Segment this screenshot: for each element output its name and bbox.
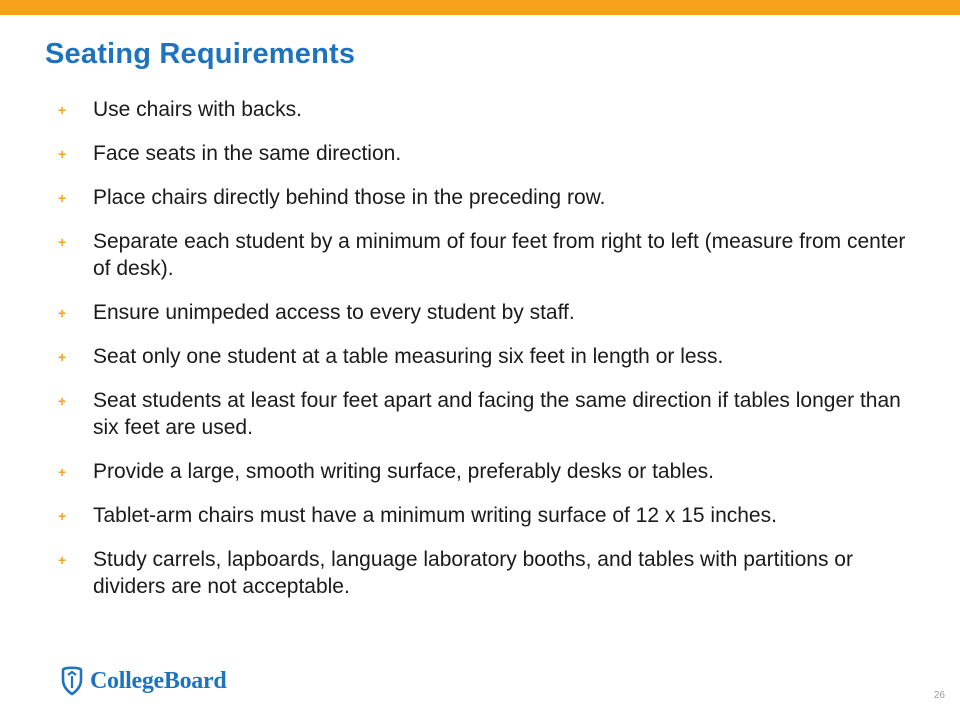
bullet-text: Separate each student by a minimum of four feet from right to left (measure from center of desk). bbox=[93, 230, 906, 280]
bullet-text: Ensure unimpeded access to every student by staff. bbox=[93, 301, 575, 324]
bullet-item bbox=[58, 387, 918, 441]
collegeboard-logo[interactable] bbox=[60, 666, 226, 696]
bullet-text: Seat students at least four feet apart and facing the same direction if tables longer than six feet are used. bbox=[93, 389, 901, 439]
plus-icon: + bbox=[58, 393, 67, 409]
bullet-item bbox=[58, 502, 918, 529]
plus-icon: + bbox=[58, 102, 67, 118]
bullet-item bbox=[58, 96, 918, 123]
plus-icon: + bbox=[58, 234, 67, 250]
bullet-item bbox=[58, 228, 918, 282]
bullet-item bbox=[58, 140, 918, 167]
plus-icon: + bbox=[58, 464, 67, 480]
page-number: 26 bbox=[933, 690, 945, 701]
bullet-text: Tablet-arm chairs must have a minimum writing surface of 12 x 15 inches. bbox=[93, 504, 777, 527]
bullet-item bbox=[58, 546, 918, 600]
bullet-item bbox=[58, 184, 918, 211]
plus-icon: + bbox=[58, 305, 67, 321]
plus-icon: + bbox=[58, 190, 67, 206]
plus-icon: + bbox=[58, 508, 67, 524]
bullet-item bbox=[58, 343, 918, 370]
plus-icon: + bbox=[58, 146, 67, 162]
bullet-text: Study carrels, lapboards, language laboratory booths, and tables with partitions or dividers are not acceptable. bbox=[93, 548, 853, 598]
bullet-text: Place chairs directly behind those in the preceding row. bbox=[93, 186, 606, 209]
bullet-text: Use chairs with backs. bbox=[93, 98, 302, 121]
bullet-text: Provide a large, smooth writing surface, preferably desks or tables. bbox=[93, 460, 714, 483]
top-accent-bar bbox=[0, 0, 960, 15]
bullet-item bbox=[58, 299, 918, 326]
slide-title: Seating Requirements bbox=[45, 38, 356, 70]
acorn-icon bbox=[60, 666, 84, 696]
plus-icon: + bbox=[58, 552, 67, 568]
bullet-text: Face seats in the same direction. bbox=[93, 142, 402, 165]
plus-icon: + bbox=[58, 349, 67, 365]
bullet-list bbox=[58, 96, 918, 617]
bullet-item bbox=[58, 458, 918, 485]
logo-wordmark: CollegeBoard bbox=[90, 667, 227, 694]
bullet-text: Seat only one student at a table measuring six feet in length or less. bbox=[93, 345, 724, 368]
